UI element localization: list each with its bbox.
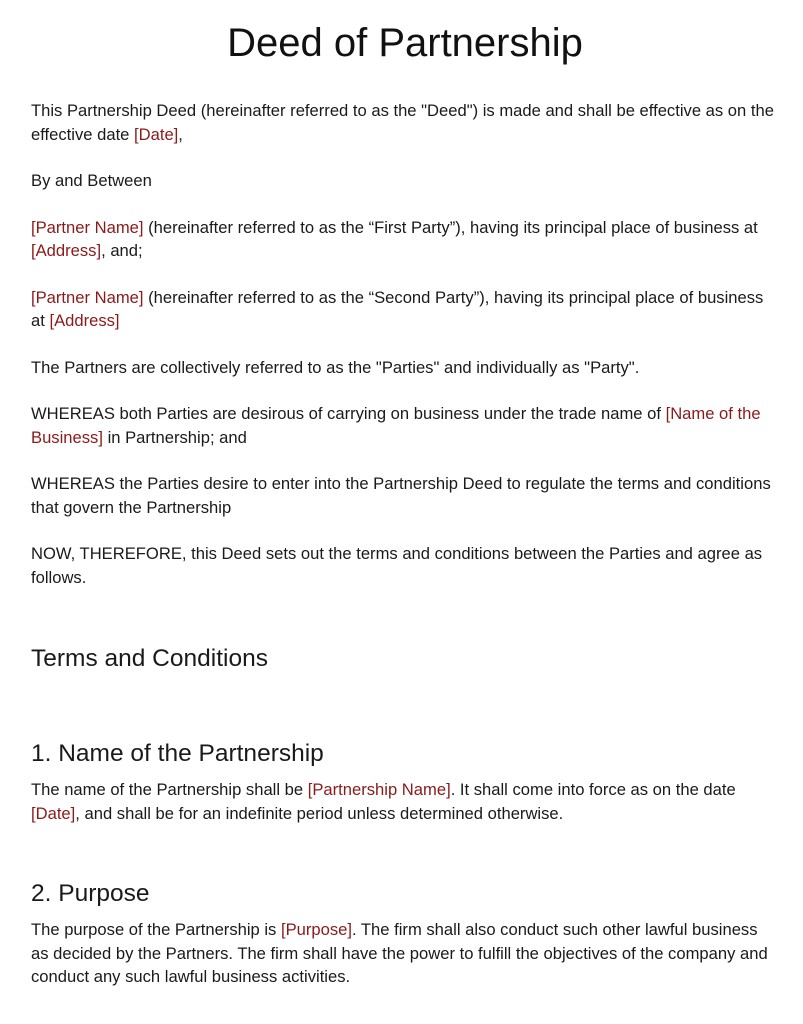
section-2-paragraph: [31, 918, 779, 989]
collective-paragraph: The Partners are collectively referred to as the "Parties" and individually as "Party".: [31, 357, 640, 377]
first-party-address-placeholder: [Address]: [31, 241, 102, 260]
terms-heading: Terms and Conditions: [31, 645, 268, 672]
document-title: Deed of Partnership: [227, 21, 583, 65]
intro-text: This Partnership Deed (hereinafter referred to as the "Deed") is made and shall be effective as on the effective date: [31, 101, 774, 144]
first-partner-name-placeholder: [Partner Name]: [31, 217, 144, 237]
partnership-name-placeholder: [Partnership Name]: [307, 780, 451, 799]
second-party-paragraph: [31, 286, 779, 333]
section-1-paragraph: [31, 778, 779, 825]
section-2-text-end: . The firm shall also conduct such other lawful business as decided by the Partners. The firm shall have the power to fulfill the objectives of the company and conduct any such lawful business activities.: [31, 920, 768, 986]
whereas-business-text-end: in Partnership; and: [102, 427, 247, 447]
section-2-text: The purpose of the Partnership is: [31, 920, 281, 939]
by-and-between: By and Between: [31, 171, 152, 190]
now-therefore-paragraph: NOW, THEREFORE, this Deed sets out the terms and conditions between the Parties and agree as follows.: [31, 544, 763, 587]
intro-text-end: ,: [178, 124, 183, 144]
first-party-text: (hereinafter referred to as the “First Party”), having its principal place of business at: [143, 217, 758, 237]
effective-date-placeholder: [Date]: [134, 124, 179, 144]
whereas-deed-paragraph: WHEREAS the Parties desire to enter into the Partnership Deed to regulate the terms and conditions that govern the Partnership: [31, 474, 771, 517]
whereas-business-paragraph: [31, 402, 779, 449]
section-1-date-placeholder: [Date]: [31, 803, 76, 823]
purpose-placeholder: [Purpose]: [280, 920, 352, 939]
section-2-heading: 2. Purpose: [31, 880, 150, 907]
section-1-heading: 1. Name of the Partnership: [31, 740, 324, 767]
business-name-placeholder: [Name of the Business]: [31, 404, 761, 447]
whereas-business-text: WHEREAS both Parties are desirous of carrying on business under the trade name of: [31, 404, 666, 423]
first-party-text-end: , and;: [101, 241, 143, 260]
second-party-address-placeholder: [Address]: [49, 311, 120, 330]
second-party-text: (hereinafter referred to as the “Second Party”), having its principal place of business at: [31, 287, 764, 330]
section-1-text: The name of the Partnership shall be: [31, 780, 308, 799]
intro-paragraph: [31, 99, 779, 146]
second-partner-name-placeholder: [Partner Name]: [31, 287, 144, 307]
section-1-text-mid: . It shall come into force as on the date: [450, 780, 736, 799]
section-1-text-end: , and shall be for an indefinite period unless determined otherwise.: [75, 803, 564, 823]
first-party-paragraph: [31, 216, 779, 263]
